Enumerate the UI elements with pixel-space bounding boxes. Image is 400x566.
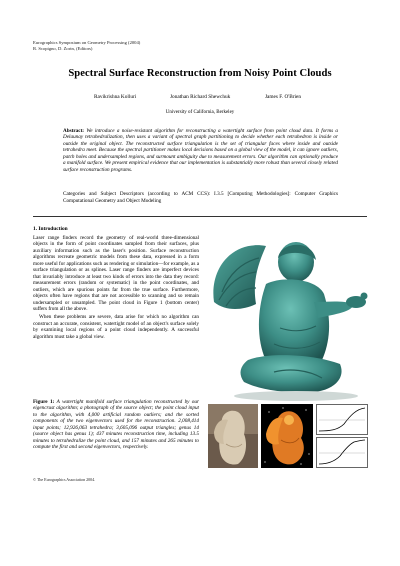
venue-line-2: R. Scopigno, D. Zorin, (Editors) <box>33 46 93 52</box>
header-divider <box>33 216 367 217</box>
abstract <box>63 128 338 173</box>
figure-1-caption-text: A watertight manifold surface triangulation reconstructed by our eigencrust algorithm; a photograph of the source object; the point cloud input to the algorithm, with 4,000 artificial random outliers; and the sorted components of the two eigenvectors used for the reconstruction. 2,008,414 input points; 12,926,063 tetrahedra; 3,605,096 output triangles; genus 14 (source object has genus 1); 437 minutes reconstruction time, including 13.5 minutes to tetrahedralize the point cloud, and 157 minutes and 265 minutes to compute the first and second eigenvectors, respectively. <box>33 399 200 451</box>
figure-1-caption-label: Figure 1: <box>33 399 55 405</box>
section-heading-introduction: 1. Introduction <box>33 226 68 232</box>
venue-header <box>33 40 140 53</box>
intro-paragraph-1: Laser range finders record the geometry of real-world three-dimensional objects in the form of point coordinates sampled from their surfaces, plus auxiliary information such as the laser's position. Surface reconstruction algorithms recreate geometric models from these data, expressed in a form more useful for applications such as rendering or simulation—for example, as a surface triangulation or as splines. Laser range finders are imperfect devices that invariably introduce at least two kinds of errors into the data they record: measurement errors (random or systematic) in the point coordinates, and outliers, which are spurious points far from the true surface. Furthermore, objects often have regions that are not accessible to scanning and so remain undersampled or unsampled. The point cloud in Figure 1 (bottom center) suffers from all the above. <box>33 235 199 312</box>
angel-reconstruction-image <box>204 232 370 402</box>
point-cloud-image <box>261 404 313 468</box>
copyright-notice: © The Eurographics Association 2004. <box>33 477 96 482</box>
author-1: Ravikrishna Kolluri <box>94 94 137 100</box>
intro-paragraph-2: When these problems are severe, data arise for which no algorithm can construct an accurate, consistent, watertight model of an object's surface solely by examining local regions of a point cloud independently. A successful algorithm must take a global view. <box>33 314 199 340</box>
author-2: Jonathan Richard Shewchuk <box>170 94 231 100</box>
introduction-body <box>33 235 199 342</box>
eigenvector-plots <box>316 404 368 468</box>
author-3: James F. O'Brien <box>265 94 301 100</box>
source-photograph <box>208 404 258 468</box>
paper-title: Spectral Surface Reconstruction from Noisy Point Clouds <box>68 68 332 79</box>
affiliation: University of California, Berkeley <box>165 110 235 115</box>
abstract-label: Abstract: <box>63 128 85 134</box>
abstract-text: We introduce a noise-resistant algorithm for reconstructing a watertight surface from point cloud data. It forms a Delaunay tetrahedralization, then uses a variant of spectral graph partitioning to decide whether each tetrahedron is inside or outside the original object. The reconstructed surface triangulation is the set of triangular faces where inside and outside tetrahedra meet. Because the spectral partitioner makes local decisions based on a global view of the model, it can ignore outliers, patch holes and undersampled regions, and surmount ambiguity due to measurement errors. Our algorithm can optionally produce a manifold surface. We present empirical evidence that our implementation is substantially more robust than several closely related surface reconstruction programs. <box>63 128 339 173</box>
acm-categories: Categories and Subject Descriptors (according to ACM CCS): I.3.5 [Computing Methodologies]: Computer Graphics Computational Geometry and Object Modeling <box>63 191 338 204</box>
figure-1-caption <box>33 399 199 451</box>
venue-line-1: Eurographics Symposium on Geometry Processing (2004) <box>33 40 141 45</box>
